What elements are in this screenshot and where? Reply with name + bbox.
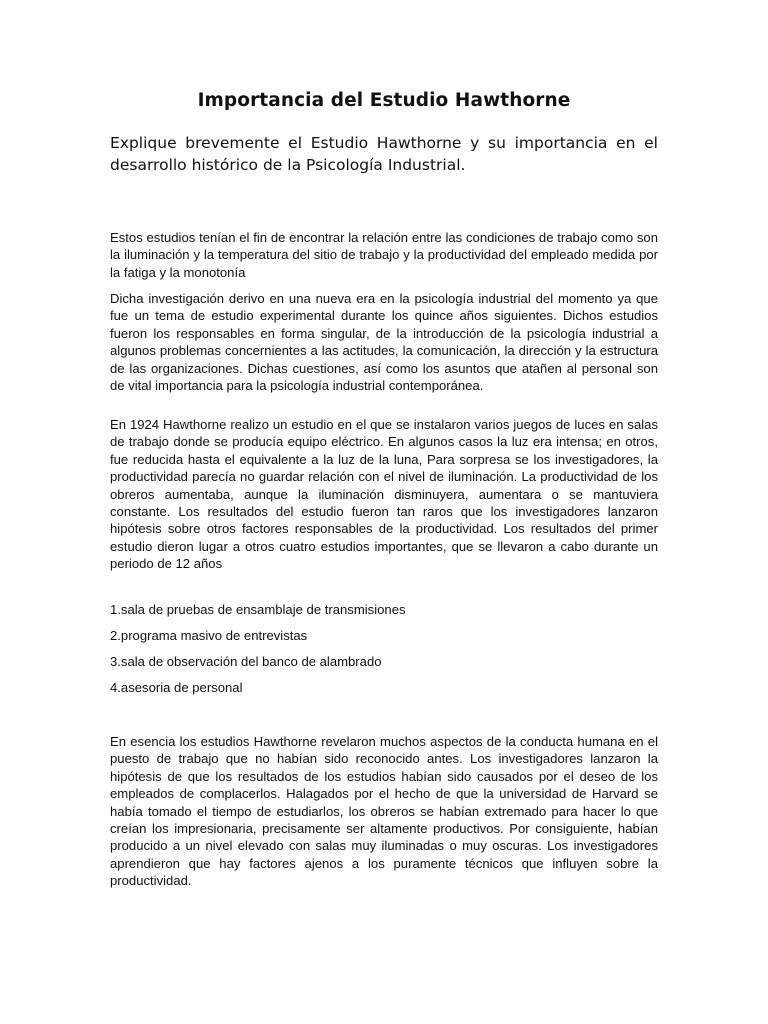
document-question: Explique brevemente el Estudio Hawthorne y su importancia en el desarrollo histórico de la Psicología Industrial. [110,134,658,174]
paragraph-study-purpose: Estos estudios tenían el fin de encontrar la relación entre las condiciones de trabajo como son la iluminación y la temperatura del sitio de trabajo y la productividad del empleado medida por la fatiga y la monotonía [110,230,658,280]
list-item: 2.programa masivo de entrevistas [110,628,308,643]
list-item: 4.asesoria de personal [110,680,243,695]
paragraph-new-era: Dicha investigación derivo en una nueva era en la psicología industrial del momento ya que fue un tema de estudio experimental durante los quince años siguientes. Dichos estudios fueron los responsables en forma singular, de la introducción de la psicología industrial a algunos problemas concernientes a las actitudes, la comunicación, la dirección y la estructura de las organizaciones. Dichas cuestiones, así como los asuntos que atañen al personal son de vital importancia para la psicología industrial contemporánea. [110,291,658,394]
document-title: Importancia del Estudio Hawthorne [197,90,571,111]
list-item: 1.sala de pruebas de ensamblaje de transmisiones [110,602,406,617]
list-item: 3.sala de observación del banco de alambrado [110,654,382,669]
paragraph-conclusion: En esencia los estudios Hawthorne revelaron muchos aspectos de la conducta humana en el puesto de trabajo que no habían sido reconocido antes. Los investigadores lanzaron la hipótesis de que los resultados de los estudios habían sido causados por el deseo de los empleados de complacerlos. Halagados por el hecho de que la universidad de Harvard se había tomado el tiempo de estudiarlos, los obreros se habían extremado para hacer lo que creían los impresionaria, precisamente ser altamente productivos. Por consiguiente, habían producido a un nivel elevado con salas muy iluminadas o muy oscuras. Los investigadores aprendieron que hay factores ajenos a los puramente técnicos que influyen sobre la productividad. [110,734,658,889]
paragraph-lighting-study: En 1924 Hawthorne realizo un estudio en el que se instalaron varios juegos de luces en salas de trabajo donde se producía equipo eléctrico. En algunos casos la luz era intensa; en otros, fue reducida hasta el equivalente a la luz de la luna, Para sorpresa se los investigadores, la productividad parecía no guardar relación con el nivel de iluminación. La productividad de los obreros aumentaba, aunque la iluminación disminuyera, aumentara o se mantuviera constante. Los resultados del estudio fueron tan raros que los investigadores lanzaron hipótesis sobre otros factores responsables de la productividad. Los resultados del primer estudio dieron lugar a otros cuatro estudios importantes, que se llevaron a cabo durante un periodo de 12 años [110,417,658,572]
